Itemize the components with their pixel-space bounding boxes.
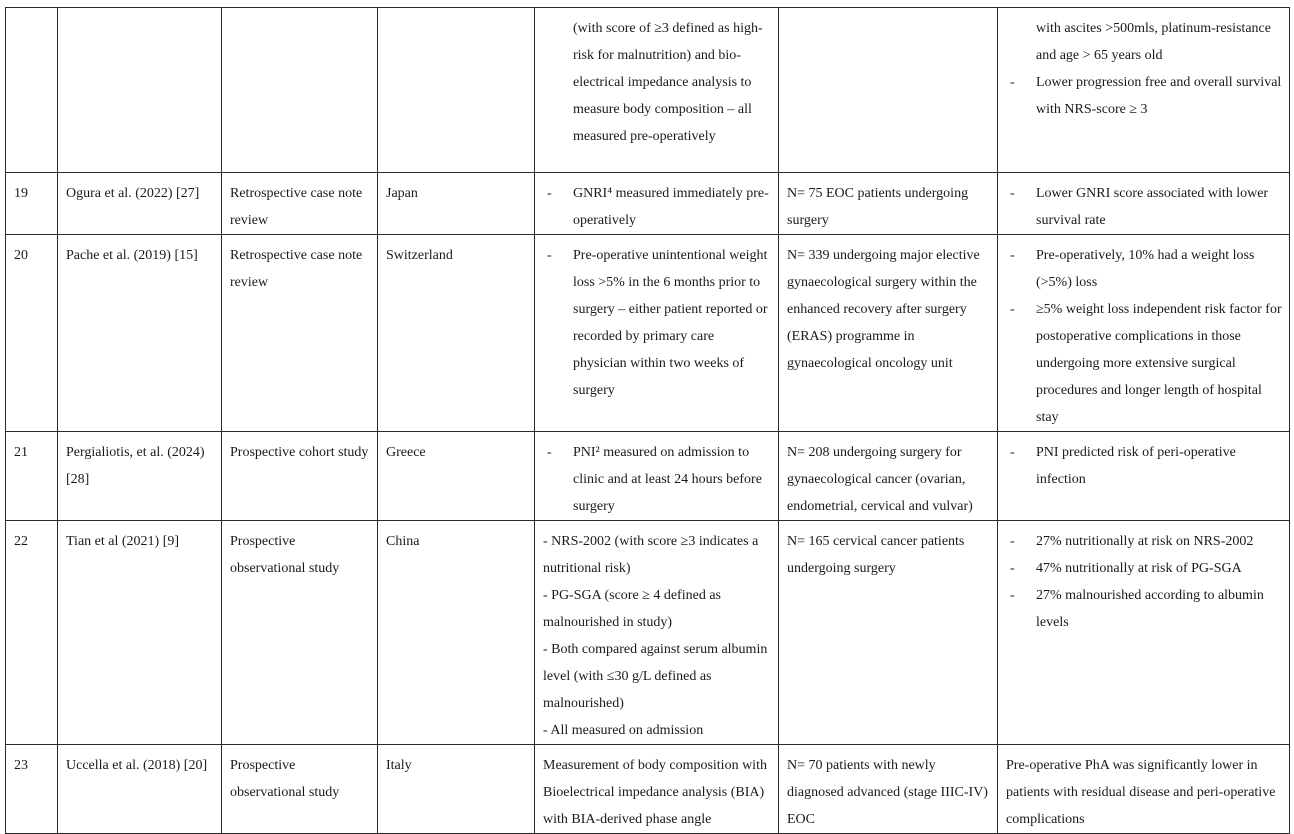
cell-line: - Both compared against serum albumin level (with ≤30 g/L defined as malnourished) (543, 642, 768, 711)
study-number-cell (6, 173, 58, 235)
author-cell (58, 235, 222, 432)
cell-line: Pre-operative PhA was significantly lower in patients with residual disease and peri-operative complications (1006, 758, 1276, 827)
cell-line: - All measured on admission (543, 723, 704, 738)
population-cell (779, 432, 998, 521)
population-text: N= 208 undergoing surgery for gynaecological cancer (ovarian, endometrial, cervical and vulvar) (787, 445, 973, 514)
bullet-text: Pre-operative unintentional weight loss >5% in the 6 months prior to surgery – either patient reported or recorded by primary care physician within two weeks of surgery (573, 248, 768, 398)
design-cell (222, 235, 378, 432)
country-cell (378, 8, 535, 173)
bullet-item (1006, 439, 1282, 493)
dash-bullet-icon: - (547, 445, 552, 460)
bullet-item (1006, 180, 1282, 234)
dash-bullet-icon: - (547, 248, 552, 263)
design-text: Prospective observational study (230, 758, 340, 800)
bullet-item (1006, 582, 1282, 636)
cell-line: (with score of ≥3 defined as high-risk for malnutrition) and bio-electrical impedance analysis to measure body composition – all measured pre-operatively (573, 21, 763, 144)
bullet-item (1006, 555, 1282, 582)
findings-cell (998, 8, 1290, 173)
country-text: Japan (386, 186, 418, 201)
population-text: N= 165 cervical cancer patients undergoing surgery (787, 534, 965, 576)
population-text: N= 70 patients with newly diagnosed advanced (stage IIIC-IV) EOC (787, 758, 988, 827)
bullet-item (1006, 15, 1282, 69)
table-row (6, 173, 1290, 235)
study-number-text: 19 (14, 186, 28, 201)
country-cell (378, 173, 535, 235)
study-number-text: 21 (14, 445, 28, 460)
bullet-item (1006, 296, 1282, 431)
author-text: Pergialiotis, et al. (2024) [28] (66, 445, 205, 487)
bullet-text: Lower progression free and overall survival with NRS-score ≥ 3 (1036, 75, 1282, 117)
dash-bullet-icon (1006, 15, 1036, 69)
assessment-tool-cell (535, 432, 779, 521)
bullet-item (1006, 242, 1282, 296)
population-text: N= 339 undergoing major elective gynaecological surgery within the enhanced recovery after surgery (ERAS) programme in gynaecological oncology unit (787, 248, 980, 371)
assessment-tool-cell (535, 521, 779, 745)
country-cell (378, 432, 535, 521)
bullet-text: PNI predicted risk of peri-operative infection (1036, 445, 1236, 487)
assessment-tool-cell (535, 8, 779, 173)
assessment-tool-cell (535, 173, 779, 235)
design-cell (222, 173, 378, 235)
table-row (6, 745, 1290, 834)
design-text: Retrospective case note review (230, 248, 363, 290)
findings-cell (998, 173, 1290, 235)
design-cell (222, 521, 378, 745)
author-text: Pache et al. (2019) [15] (66, 248, 198, 263)
bullet-text: with ascites >500mls, platinum-resistance and age > 65 years old (1036, 21, 1271, 63)
study-number-text: 23 (14, 758, 28, 773)
author-cell (58, 521, 222, 745)
bullet-text: 27% nutritionally at risk on NRS-2002 (1036, 534, 1254, 549)
bullet-item (1006, 528, 1282, 555)
study-table (5, 7, 1290, 834)
findings-cell (998, 745, 1290, 834)
study-number-cell (6, 521, 58, 745)
table-row (6, 432, 1290, 521)
cell-line: - PG-SGA (score ≥ 4 defined as malnourished in study) (543, 588, 721, 630)
design-text: Prospective cohort study (230, 445, 369, 460)
study-table-body (6, 8, 1290, 834)
bullet-text: Lower GNRI score associated with lower survival rate (1036, 186, 1269, 228)
study-number-text: 20 (14, 248, 28, 263)
author-text: Ogura et al. (2022) [27] (66, 186, 200, 201)
design-cell (222, 745, 378, 834)
findings-cell (998, 432, 1290, 521)
dash-bullet-icon: - (1010, 534, 1015, 549)
dash-bullet-icon: - (1010, 186, 1015, 201)
author-cell (58, 173, 222, 235)
population-cell (779, 521, 998, 745)
study-number-cell (6, 745, 58, 834)
design-text: Prospective observational study (230, 534, 340, 576)
country-text: Italy (386, 758, 412, 773)
bullet-text: PNI² measured on admission to clinic and at least 24 hours before surgery (573, 445, 762, 514)
study-number-text: 22 (14, 534, 28, 549)
dash-bullet-icon: - (1010, 445, 1015, 460)
country-text: Switzerland (386, 248, 453, 263)
bullet-text: 27% malnourished according to albumin levels (1036, 588, 1264, 630)
bullet-item (543, 242, 771, 404)
study-number-cell (6, 432, 58, 521)
bullet-item (543, 180, 771, 234)
dash-bullet-icon: - (1010, 588, 1015, 603)
bullet-text: Pre-operatively, 10% had a weight loss (>5%) loss (1036, 248, 1255, 290)
population-text: N= 75 EOC patients undergoing surgery (787, 186, 969, 228)
country-text: Greece (386, 445, 426, 460)
population-cell (779, 173, 998, 235)
author-text: Tian et al (2021) [9] (66, 534, 180, 549)
dash-bullet-icon: - (1010, 248, 1015, 263)
bullet-text: ≥5% weight loss independent risk factor for postoperative complications in those undergoing more extensive surgical procedures and longer length of hospital stay (1036, 302, 1282, 425)
population-cell (779, 235, 998, 432)
bullet-item (543, 439, 771, 520)
author-cell (58, 8, 222, 173)
table-row (6, 235, 1290, 432)
population-cell (779, 8, 998, 173)
cell-line: - NRS-2002 (with score ≥3 indicates a nutritional risk) (543, 534, 759, 576)
study-number-cell (6, 8, 58, 173)
dash-bullet-icon: - (1010, 75, 1015, 90)
study-number-cell (6, 235, 58, 432)
assessment-tool-cell (535, 745, 779, 834)
design-cell (222, 432, 378, 521)
findings-cell (998, 521, 1290, 745)
bullet-text: GNRI⁴ measured immediately pre-operatively (573, 186, 769, 228)
cell-line: Measurement of body composition with Bioelectrical impedance analysis (BIA) with BIA-derived phase angle (543, 758, 767, 827)
dash-bullet-icon: - (1010, 561, 1015, 576)
bullet-text: 47% nutritionally at risk of PG-SGA (1036, 561, 1242, 576)
findings-cell (998, 235, 1290, 432)
table-row (6, 8, 1290, 173)
author-cell (58, 745, 222, 834)
country-cell (378, 521, 535, 745)
author-cell (58, 432, 222, 521)
assessment-tool-cell (535, 235, 779, 432)
dash-bullet-icon: - (547, 186, 552, 201)
country-text: China (386, 534, 420, 549)
design-cell (222, 8, 378, 173)
table-row (6, 521, 1290, 745)
design-text: Retrospective case note review (230, 186, 363, 228)
bullet-item (1006, 69, 1282, 123)
population-cell (779, 745, 998, 834)
country-cell (378, 745, 535, 834)
author-text: Uccella et al. (2018) [20] (66, 758, 208, 773)
country-cell (378, 235, 535, 432)
dash-bullet-icon: - (1010, 302, 1015, 317)
